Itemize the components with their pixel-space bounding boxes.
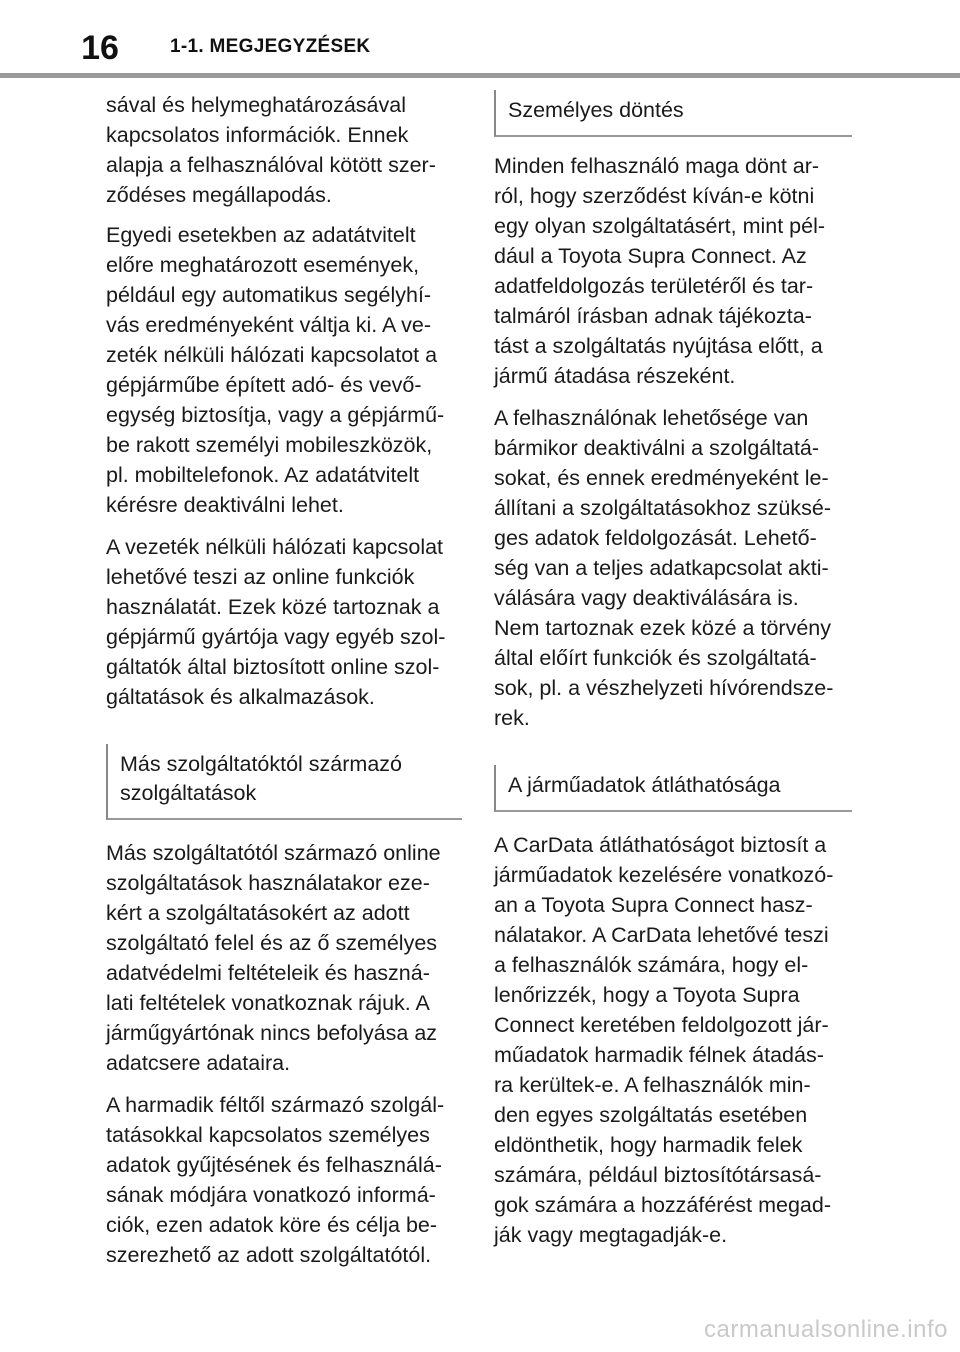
text-line: sával és helymeghatározásával: [106, 93, 406, 117]
text-line: adatfeldolgozás területéről és tar-: [494, 274, 814, 298]
watermark: carmanualsonline.info: [704, 1316, 948, 1343]
text-line: adatcsere adataira.: [106, 1051, 291, 1075]
text-line: szolgáltató felel és az ő személyes: [106, 931, 438, 955]
text-line: talmáról írásban adnak tájékozta-: [494, 304, 812, 328]
text-line: sának módjára vonatkozó informá-: [106, 1183, 436, 1207]
text-line: ra kerültek-e. A felhasználók min-: [494, 1073, 811, 1097]
text-line: Egyedi esetekben az adatátvitelt: [106, 223, 416, 247]
text-line: lehetővé teszi az online funkciók: [106, 565, 415, 589]
paragraph: [494, 151, 852, 391]
text-line: a felhasználók számára, hogy el-: [494, 953, 809, 977]
text-line: ges adatok feldolgozását. Lehető-: [494, 526, 817, 550]
heading-text-block: [508, 96, 852, 125]
paragraph: [106, 532, 462, 712]
text-line: an a Toyota Supra Connect hasz-: [494, 893, 813, 917]
text-line: tatásokkal kapcsolatos személyes: [106, 1123, 430, 1147]
section-heading-vehicle-data-transparency: [494, 765, 852, 812]
text-line: által előírt funkciók és szolgáltatá-: [494, 646, 817, 670]
text-line: kapcsolatos információk. Ennek: [106, 123, 409, 147]
heading-line: Más szolgáltatóktól származó: [120, 752, 402, 776]
text-line: gépjárműbe épített adó- és vevő-: [106, 373, 422, 397]
text-line: ják vagy megtagadják-e.: [494, 1223, 728, 1247]
page-header: [0, 0, 960, 80]
header-divider: [0, 73, 960, 78]
heading-line: szolgáltatások: [120, 781, 257, 805]
text-line: ról, hogy szerződést kíván-e kötni: [494, 184, 815, 208]
text-line: rek.: [494, 706, 530, 730]
paragraph: [106, 90, 462, 210]
right-column: [494, 90, 852, 1262]
text-line: ciók, ezen adatok köre és célja be-: [106, 1213, 438, 1237]
paragraph: [106, 220, 462, 520]
text-line: sok, pl. a vészhelyzeti hívórendsze-: [494, 676, 834, 700]
text-line: adatok gyűjtésének és felhasználá-: [106, 1153, 442, 1177]
text-line: A harmadik féltől származó szolgál-: [106, 1093, 445, 1117]
text-line: lati feltételek vonatkoznak rájuk. A: [106, 991, 430, 1015]
section-heading-other-providers: [106, 744, 462, 820]
text-line: sokat, és ennek eredményeként le-: [494, 466, 829, 490]
left-column: [106, 90, 462, 1282]
text-line: kérésre deaktiválni lehet.: [106, 493, 344, 517]
text-line: be rakott személyi mobileszközök,: [106, 433, 433, 457]
text-line: Minden felhasználó maga dönt ar-: [494, 154, 820, 178]
text-line: zeték nélküli hálózati kapcsolatot a: [106, 343, 438, 367]
text-line: nálatakor. A CarData lehetővé teszi: [494, 923, 829, 947]
text-line: tást a szolgáltatás nyújtása előtt, a: [494, 334, 823, 358]
text-line: állítani a szolgáltatásokhoz szüksé-: [494, 496, 832, 520]
text-line: adatvédelmi feltételeik és haszná-: [106, 961, 430, 985]
text-line: jármű átadása részeként.: [494, 364, 736, 388]
text-line: járműadatok kezelésére vonatkozó-: [494, 863, 834, 887]
text-line: műadatok harmadik félnek átadás-: [494, 1043, 824, 1067]
text-line: gok számára a hozzáférést megad-: [494, 1193, 831, 1217]
text-line: Más szolgáltatótól származó online: [106, 841, 441, 865]
paragraph: [494, 403, 852, 733]
text-line: szolgáltatások használatakor eze-: [106, 871, 430, 895]
text-line: válására vagy deaktiválására is.: [494, 586, 799, 610]
text-line: járműgyártónak nincs befolyása az: [106, 1021, 438, 1045]
text-line: egy olyan szolgáltatásért, mint pél-: [494, 214, 826, 238]
text-line: dául a Toyota Supra Connect. Az: [494, 244, 807, 268]
text-line: előre meghatározott események,: [106, 253, 420, 277]
text-line: például egy automatikus segélyhí-: [106, 283, 432, 307]
text-line: den egyes szolgáltatás esetében: [494, 1103, 808, 1127]
heading-text-block: [508, 771, 852, 800]
heading-text-block: [120, 750, 462, 808]
text-line: vás eredményeként váltja ki. A ve-: [106, 313, 432, 337]
text-line: bármikor deaktiválni a szolgáltatá-: [494, 436, 820, 460]
text-line: egység biztosítja, vagy a gépjármű-: [106, 403, 445, 427]
text-line: szerezhető az adott szolgáltatótól.: [106, 1243, 432, 1267]
heading-line: Személyes döntés: [508, 98, 684, 122]
text-line: számára, például biztosítótársasá-: [494, 1163, 822, 1187]
text-line: ség van a teljes adatkapcsolat akti-: [494, 556, 829, 580]
text-line: alapja a felhasználóval kötött szer-: [106, 153, 436, 177]
heading-line: A járműadatok átláthatósága: [508, 773, 781, 797]
text-line: gáltatók által biztosított online szol-: [106, 655, 440, 679]
text-line: pl. mobiltelefonok. Az adatátvitelt: [106, 463, 420, 487]
section-heading-personal-decision: [494, 90, 852, 137]
section-title: 1-1. MEGJEGYZÉSEK: [170, 36, 371, 57]
text-line: Nem tartoznak ezek közé a törvény: [494, 616, 831, 640]
text-line: eldönthetik, hogy harmadik felek: [494, 1133, 803, 1157]
text-line: kért a szolgáltatásokért az adott: [106, 901, 410, 925]
text-line: A felhasználónak lehetősége van: [494, 406, 809, 430]
text-line: Connect keretében feldolgozott jár-: [494, 1013, 829, 1037]
text-line: gáltatások és alkalmazások.: [106, 685, 375, 709]
text-line: A CarData átláthatóságot biztosít a: [494, 833, 827, 857]
paragraph: [494, 830, 852, 1250]
text-line: ződéses megállapodás.: [106, 183, 332, 207]
text-line: használatát. Ezek közé tartoznak a: [106, 595, 440, 619]
text-line: lenőrizzék, hogy a Toyota Supra: [494, 983, 800, 1007]
paragraph: [106, 838, 462, 1078]
text-line: A vezeték nélküli hálózati kapcsolat: [106, 535, 444, 559]
page-number: 16: [81, 29, 119, 67]
paragraph: [106, 1090, 462, 1270]
text-line: gépjármű gyártója vagy egyéb szol-: [106, 625, 446, 649]
